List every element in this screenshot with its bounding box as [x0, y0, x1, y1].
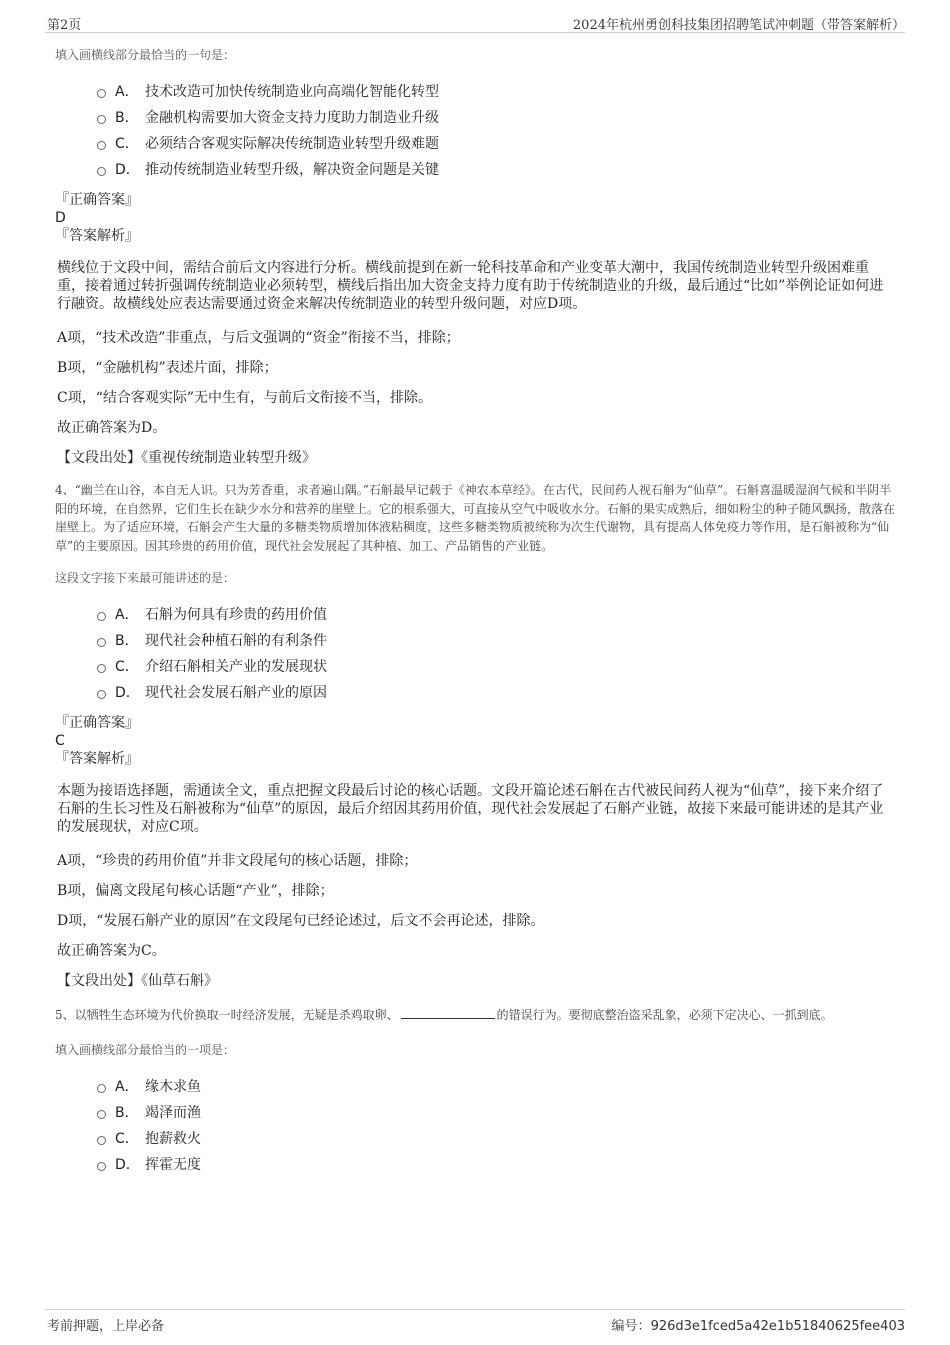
option-letter: B． — [115, 110, 139, 126]
option-letter: A． — [115, 84, 139, 100]
page-footer — [45, 1309, 905, 1334]
answer-label: 『正确答案』 — [55, 715, 139, 731]
option-letter: D． — [115, 162, 140, 178]
option-list — [97, 604, 895, 708]
option-list — [97, 81, 895, 185]
document-id-value: 926d3e1fced5a42e1b51840625fee403 — [650, 1319, 905, 1334]
fill-in-blank — [401, 1006, 495, 1019]
analysis-conclusion: 故正确答案为D。 — [57, 420, 167, 436]
question-prompt: 这段文字接下来最可能讲述的是： — [55, 571, 236, 585]
option-c[interactable] — [97, 656, 895, 682]
question-3 — [55, 46, 895, 467]
radio-button[interactable] — [97, 115, 106, 124]
option-text: 推动传统制造业转型升级，解决资金问题是关键 — [145, 162, 439, 178]
radio-button[interactable] — [97, 612, 106, 621]
radio-button[interactable] — [97, 89, 106, 98]
analysis-line: A项，“珍贵的药用价值”并非文段尾句的核心话题，排除； — [57, 853, 418, 869]
question-4 — [55, 481, 895, 990]
option-text: 技术改造可加快传统制造业向高端化智能化转型 — [145, 84, 439, 100]
radio-button[interactable] — [97, 1084, 106, 1093]
analysis-line: A项，“技术改造”非重点，与后文强调的“资金”衔接不当，排除； — [57, 330, 460, 346]
option-letter: D． — [115, 1156, 140, 1173]
analysis-line: B项，偏离文段尾句核心话题“产业”，排除； — [57, 883, 334, 899]
option-text: 必须结合客观实际解决传统制造业转型升级难题 — [145, 136, 439, 152]
option-a[interactable] — [97, 1076, 895, 1102]
radio-button[interactable] — [97, 141, 106, 150]
option-letter: A． — [115, 1078, 139, 1095]
option-b[interactable] — [97, 630, 895, 656]
option-b[interactable] — [97, 1102, 895, 1128]
option-c[interactable] — [97, 133, 895, 159]
option-d[interactable] — [97, 159, 895, 185]
analysis-text: 横线位于文段中间，需结合前后文内容进行分析。横线前提到在新一轮科技革命和产业变革大潮中，我国传统制造业转型升级困难重重，接着通过转折强调传统制造业必须转型，横线后指出加大资金支持力度有助于传统制造业的升级，最后通过“比如”举例论证如何进行融资。故横线处应表达需要通过资金来解决传统制造业的转型升级问题，对应D项。 — [57, 260, 884, 312]
radio-button[interactable] — [97, 1162, 106, 1171]
document-id — [612, 1315, 905, 1334]
analysis-label: 『答案解析』 — [55, 228, 139, 244]
option-letter: C． — [115, 659, 139, 675]
radio-button[interactable] — [97, 690, 106, 699]
option-letter: C． — [115, 1130, 139, 1147]
radio-button[interactable] — [97, 664, 106, 673]
option-text: 挥霍无度 — [145, 1156, 201, 1173]
analysis-line: C项，“结合客观实际”无中生有，与前后文衔接不当，排除。 — [57, 390, 433, 406]
option-c[interactable] — [97, 1128, 895, 1154]
page-header — [45, 12, 905, 33]
question-body — [55, 1006, 895, 1025]
question-text-before: 5、以牺牲生态环境为代价换取一时经济发展，无疑是杀鸡取卵、 — [55, 1008, 399, 1022]
option-text: 现代社会发展石斛产业的原因 — [145, 685, 327, 701]
option-letter: D． — [115, 685, 140, 701]
question-text-after: 的错误行为。要彻底整治盗采乱象，必须下定决心、一抓到底。 — [496, 1008, 833, 1022]
analysis-conclusion: 故正确答案为C。 — [57, 943, 166, 959]
option-text: 金融机构需要加大资金支持力度助力制造业升级 — [145, 110, 439, 126]
radio-button[interactable] — [97, 1136, 106, 1145]
analysis-label: 『答案解析』 — [55, 751, 139, 767]
answer-value: C — [55, 733, 65, 749]
option-d[interactable] — [97, 1154, 895, 1180]
option-letter: C． — [115, 136, 139, 152]
footer-slogan: 考前押题，上岸必备 — [47, 1319, 165, 1334]
question-body: 4、“幽兰在山谷，本自无人识。只为芳香重，求者遍山隅。”石斛最早记载于《神农本草经》。在古代，民间药人视石斛为“仙草”。石斛喜温暖湿润气候和半阴半阳的环境，在自然界，它们生长在缺少水分和营养的崖壁上。它的根系强大，可直接从空气中吸收水分。石斛的果实成熟后，细如粉尘的种子随风飘扬，散落在崖壁上。为了适应环境，石斛会产生大量的多糖类物质增加体液粘稠度，这些多糖类物质被统称为次生代谢物，具有提高人体免疫力等作用，是石斛被称为“仙草”的主要原因。因其珍贵的药用价值，现代社会发展起了其种植、加工、产品销售的产业链。 — [55, 483, 896, 553]
document-id-label: 编号： — [611, 1319, 651, 1334]
option-list — [97, 1076, 895, 1180]
analysis-line: B项，“金融机构”表述片面，排除； — [57, 360, 278, 376]
radio-button[interactable] — [97, 638, 106, 647]
question-prompt: 填入画横线部分最恰当的一句是： — [55, 48, 236, 62]
option-d[interactable] — [97, 682, 895, 708]
radio-button[interactable] — [97, 1110, 106, 1119]
option-text: 介绍石斛相关产业的发展现状 — [145, 659, 327, 675]
source-citation: 【文段出处】《仙草石斛》 — [57, 973, 218, 989]
radio-button[interactable] — [97, 167, 106, 176]
page-number: 第2页 — [47, 18, 82, 33]
option-a[interactable] — [97, 81, 895, 107]
question-prompt: 填入画横线部分最恰当的一项是： — [55, 1042, 236, 1057]
document-body — [55, 46, 895, 1180]
option-text: 抱薪救火 — [145, 1130, 201, 1147]
option-text: 缘木求鱼 — [145, 1078, 201, 1095]
analysis-line: D项，“发展石斛产业的原因”在文段尾句已经论述过，后文不会再论述，排除。 — [57, 913, 545, 929]
source-citation: 【文段出处】《重视传统制造业转型升级》 — [57, 450, 316, 466]
option-b[interactable] — [97, 107, 895, 133]
option-letter: A． — [115, 607, 139, 623]
option-text: 现代社会种植石斛的有利条件 — [145, 633, 327, 649]
option-letter: B． — [115, 633, 139, 649]
option-text: 竭泽而渔 — [145, 1104, 201, 1121]
option-a[interactable] — [97, 604, 895, 630]
option-text: 石斛为何具有珍贵的药用价值 — [145, 607, 327, 623]
option-letter: B． — [115, 1104, 139, 1121]
analysis-text: 本题为接语选择题，需通读全文，重点把握文段最后讨论的核心话题。文段开篇论述石斛在古代被民间药人视为“仙草”，接下来介绍了石斛的生长习性及石斛被称为“仙草”的原因，最后介绍因其药用价值，现代社会发展起了石斛产业链，故接下来最可能讲述的是其产业的发展现状，对应C项。 — [57, 783, 884, 835]
answer-label: 『正确答案』 — [55, 192, 139, 208]
answer-value: D — [55, 210, 66, 226]
question-5 — [55, 1006, 895, 1180]
document-title: 2024年杭州勇创科技集团招聘笔试冲刺题（带答案解析） — [572, 18, 905, 33]
